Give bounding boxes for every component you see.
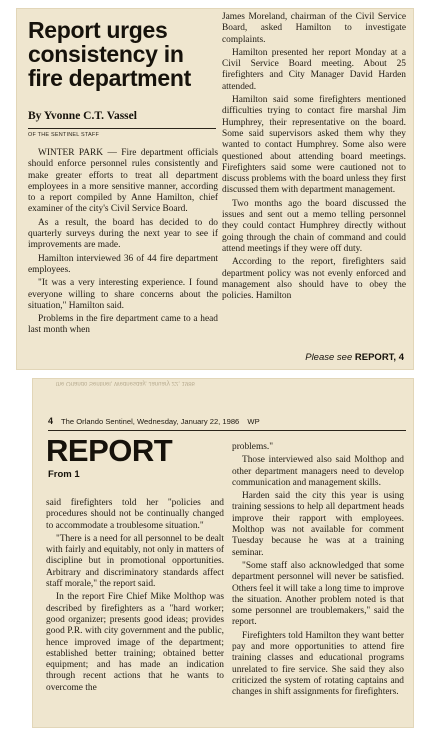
paragraph: Firefighters told Hamilton they want better pay and more opportunities to attend fire training classes and educational programs unrelated to fire service. She said they also criticized the system of rotating captains and changes in shift assignments for firefighters.	[232, 630, 404, 698]
paragraph: "Some staff also acknowledged that some department personnel will never be satisfied. Others feel it will take a long time to improve the situation. Another problem noted is that some personnel are troublemakers," said the report.	[232, 560, 404, 628]
paragraph: Two months ago the board discussed the issues and sent out a memo telling personnel they could contact Humphrey directly without going through the chain of command and could attend meetings if they were off duty.	[222, 198, 406, 254]
byline-divider	[28, 128, 216, 129]
paragraph: "It was a very interesting experience. I found everyone willing to share concerns about the situation," Hamilton said.	[28, 278, 218, 311]
bleed-through-text: the Orlando Sentinel, Wednesday, January 22, 1986	[56, 380, 195, 386]
continuation-note	[305, 352, 404, 363]
paragraph: WINTER PARK — Fire department officials should enforce personnel rules consistently and make greater efforts to treat all department employees in a more sensitive manner, according to a report compiled by Anne Hamilton, chief examiner of the city's Civil Service Board.	[28, 148, 218, 215]
paragraph: Problems in the fire department came to a head last month when	[28, 314, 218, 336]
paragraph: Hamilton said some firefighters mentioned difficulties trying to contact fire marshal Jim Humphrey, their representative on the board. Some said supervisors asked them why they wanted to contact Humphrey. Some also were questioned about attending board meetings. Firefighters said some were cautioned not to discuss problems with the board unless they first discussed them with department management.	[222, 95, 406, 196]
jump-from-line: From 1	[48, 469, 80, 480]
article-clipping-bottom	[32, 378, 414, 728]
byline: By Yvonne C.T. Vassel	[28, 110, 137, 122]
paragraph: said firefighters told her "policies and procedures should not be continually changed to accommodate a troublesome situation."	[46, 498, 224, 531]
article-column-4	[232, 442, 404, 701]
newspaper-dateline: The Orlando Sentinel, Wednesday, January 22, 1986	[61, 417, 240, 426]
continuation-headline: REPORT	[46, 433, 173, 468]
article-column-1	[28, 148, 218, 339]
page-header	[48, 416, 408, 426]
paragraph: "There is a need for all personnel to be dealt with fairly and equitably, not only in matters of discipline but in promotional opportunities. Arbitrary and discriminatory standards affect staff morale," the report said.	[46, 533, 224, 590]
continuation-ref: REPORT, 4	[354, 352, 404, 363]
article-column-2	[222, 12, 406, 304]
article-column-3	[46, 498, 224, 696]
paragraph: Harden said the city this year is using training sessions to help all department heads improve their rapport with employees. Molthop was not available for comment Tuesday because he was at a training seminar.	[232, 491, 404, 558]
article-headline: Report urges consistency in fire department	[28, 17, 191, 91]
paragraph: Those interviewed also said Molthop and other department managers need to develop communication and management skills.	[232, 455, 404, 488]
edition-code: WP	[247, 417, 260, 426]
paragraph: As a result, the board has decided to do quarterly surveys during the next year to see if improvements are made.	[28, 217, 218, 251]
paragraph: Hamilton presented her report Monday at a Civil Service Board meeting. About 25 firefighters and City Manager David Harden attended.	[222, 47, 406, 92]
article-clipping-top	[16, 8, 414, 370]
header-divider	[48, 430, 406, 431]
continuation-prefix: Please see	[305, 352, 353, 363]
paragraph: Hamilton interviewed 36 of 44 fire department employees.	[28, 253, 218, 275]
paragraph: According to the report, firefighters said department policy was not evenly enforced and management also should have to obey the policies. Hamilton	[222, 257, 406, 302]
paragraph: In the report Fire Chief Mike Molthop was described by firefighters as a "hard worker; good organizer; presents good ideas; provides good P.R. with city government and the public, hence improved image of the department; established better training; obtained better equipment; and has made an indication through recent actions that he wants to overcome the	[46, 592, 224, 693]
staff-credit: OF THE SENTINEL STAFF	[28, 132, 100, 138]
paragraph: James Moreland, chairman of the Civil Service Board, asked Hamilton to investigate complaints.	[222, 12, 406, 45]
paragraph: problems."	[232, 442, 274, 452]
page-number: 4	[48, 416, 54, 426]
